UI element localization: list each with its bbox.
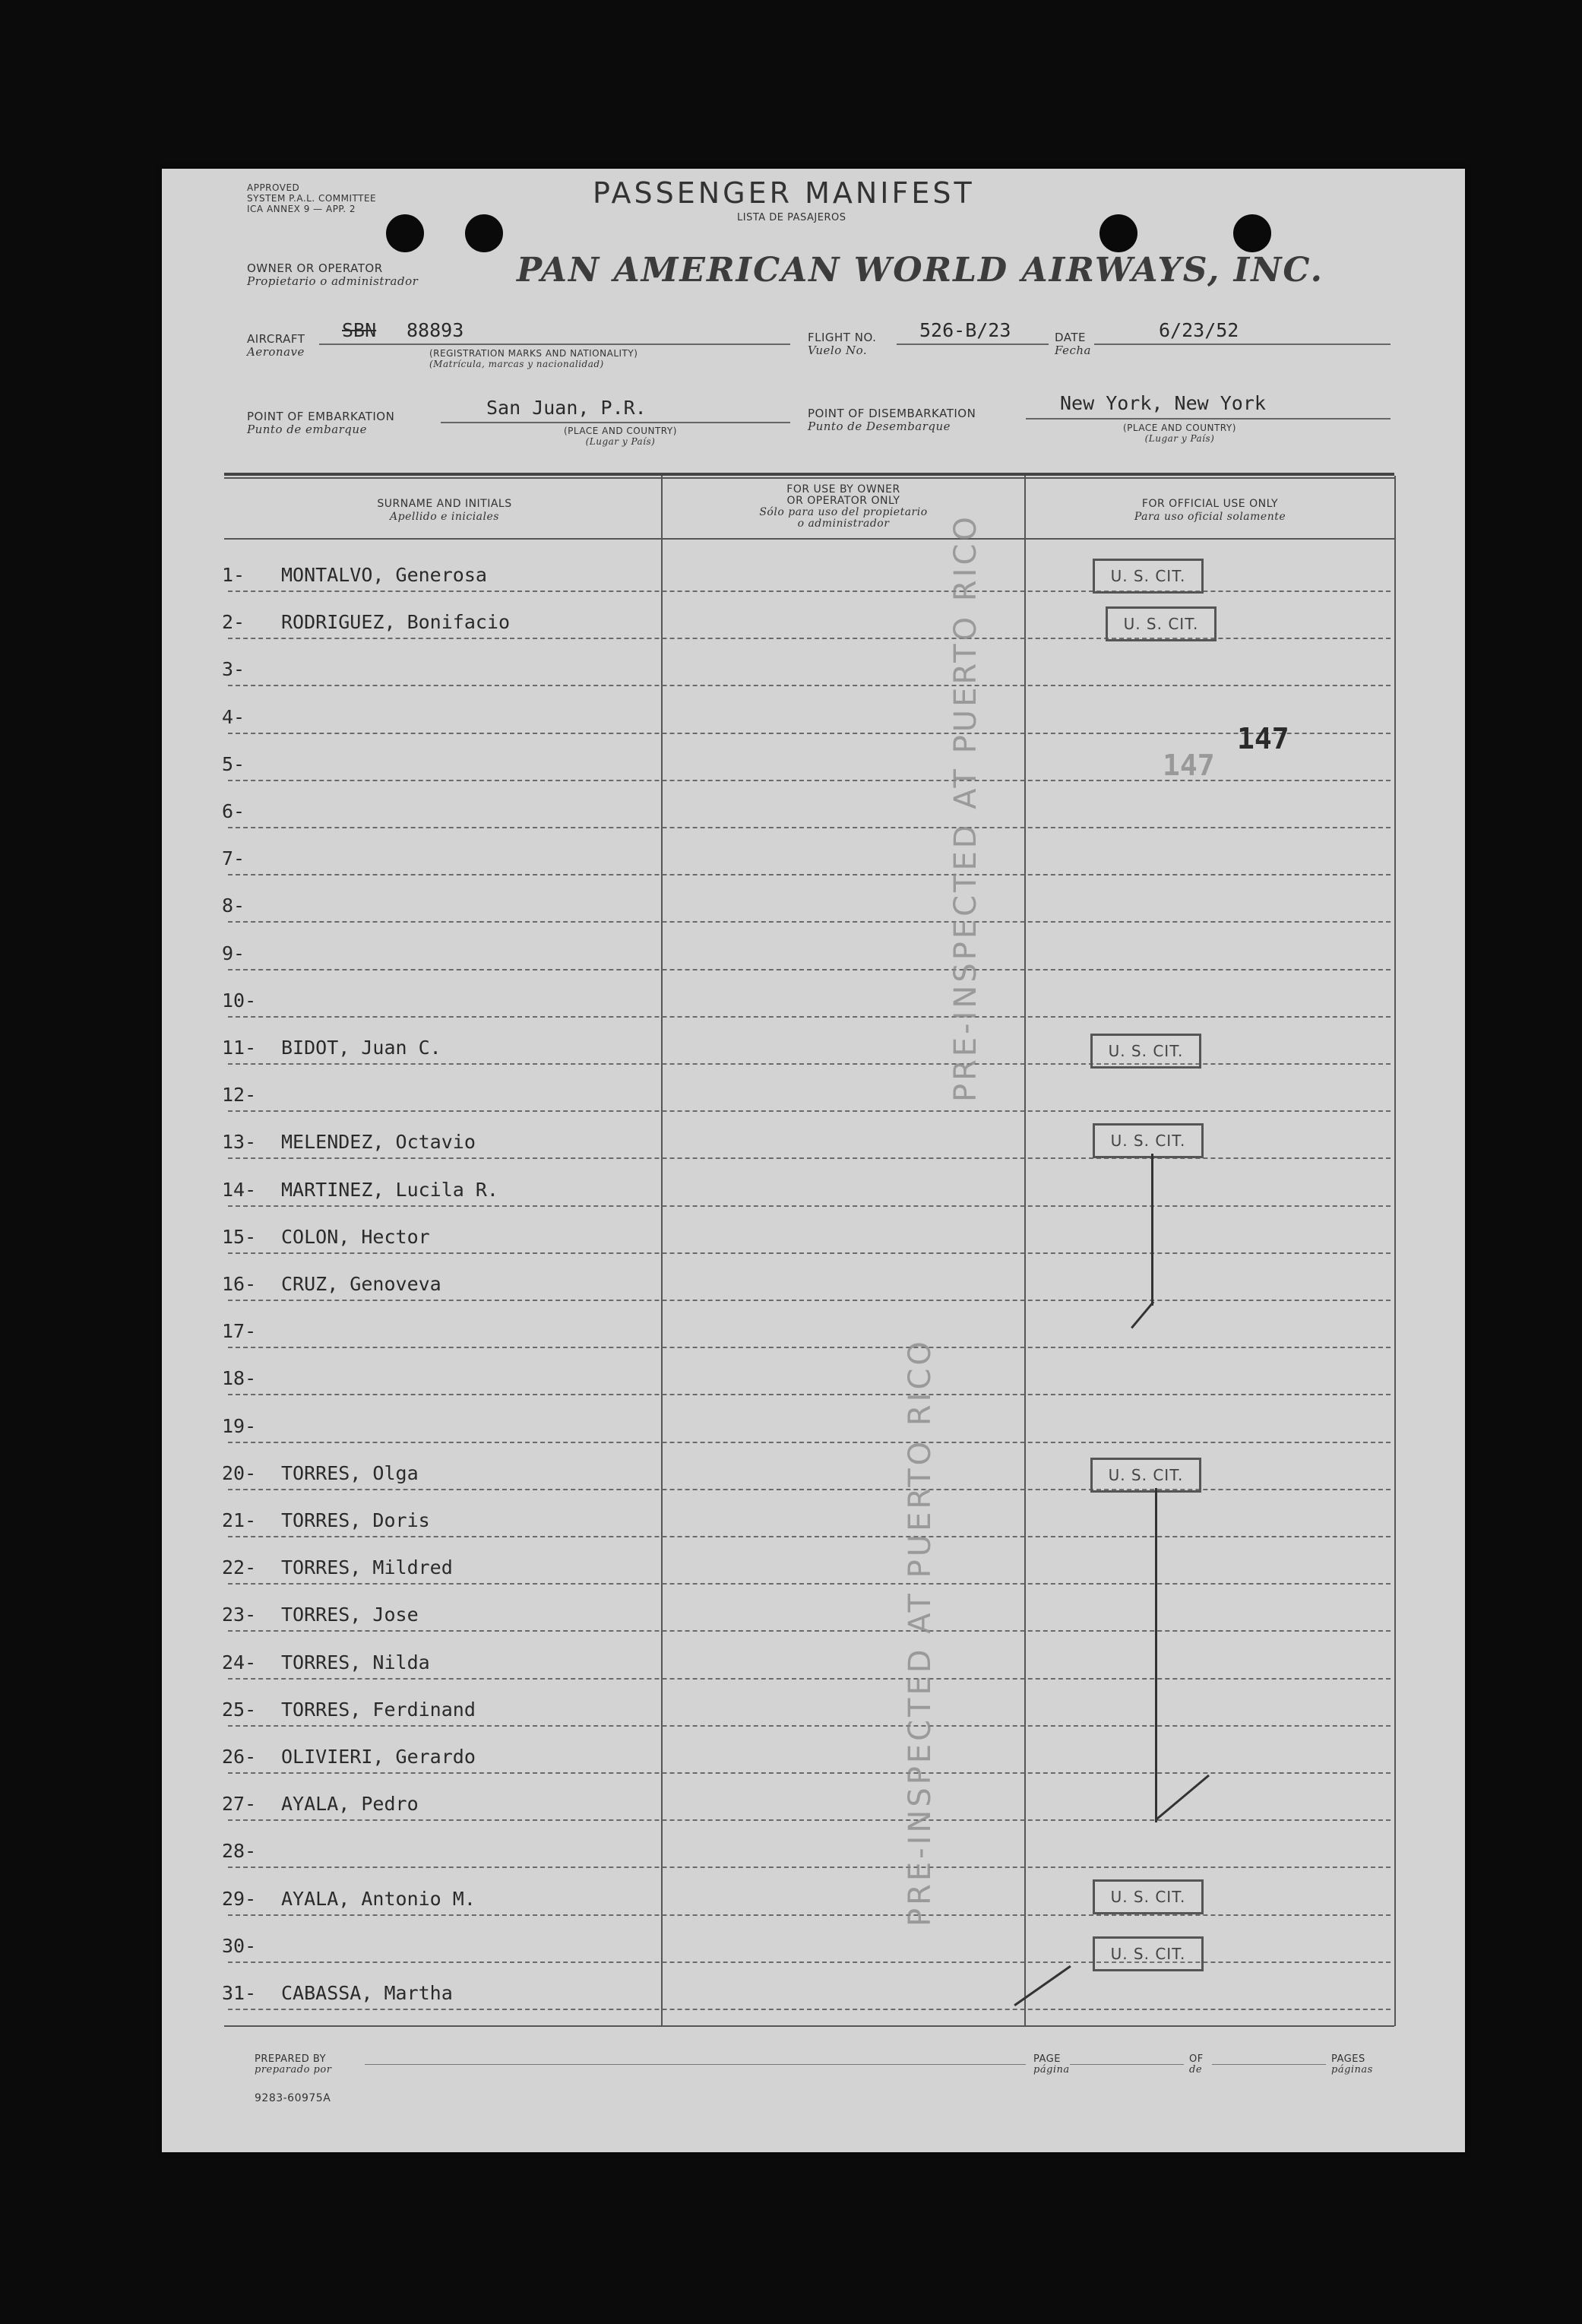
disembark-label: POINT OF DISEMBARKATION Punto de Desembarque <box>808 407 976 433</box>
row-number: 3- <box>222 658 245 681</box>
aircraft-prefix: SBN <box>342 319 377 341</box>
row-number: 18- <box>222 1367 257 1390</box>
passenger-name: MARTINEZ, Lucila R. <box>281 1178 498 1201</box>
passenger-name: TORRES, Doris <box>281 1509 430 1531</box>
us-cit-stamp: U. S. CIT. <box>1093 1123 1204 1158</box>
passenger-name: TORRES, Nilda <box>281 1651 430 1673</box>
row-number: 22- <box>222 1556 257 1579</box>
page-label: PAGE página <box>1033 2053 1070 2075</box>
prepared-by-label: PREPARED BY preparado por <box>255 2053 332 2075</box>
row-divider <box>228 1252 1391 1254</box>
column-header-official: FOR OFFICIAL USE ONLY Para uso oficial solamente <box>1134 498 1286 523</box>
disembark-value: New York, New York <box>1060 392 1266 414</box>
approval-block: APPROVED SYSTEM P.A.L. COMMITTEE ICA ANNEX 9 — APP. 2 <box>247 182 377 214</box>
disembark-sublabel: (PLACE AND COUNTRY) (Lugar y País) <box>1123 423 1236 444</box>
punch-hole <box>386 214 424 252</box>
passenger-name: TORRES, Ferdinand <box>281 1698 476 1721</box>
row-number: 17- <box>222 1320 257 1343</box>
page-title: PASSENGER MANIFEST <box>593 176 975 210</box>
row-divider <box>228 1300 1391 1301</box>
row-number: 21- <box>222 1509 257 1531</box>
row-number: 12- <box>222 1084 257 1107</box>
aircraft-value: 88893 <box>407 319 464 341</box>
us-cit-stamp: U. S. CIT. <box>1093 559 1204 594</box>
column-header-name: SURNAME AND INITIALS Apellido e iniciales <box>377 498 512 523</box>
row-divider <box>228 733 1391 734</box>
page-number-faint: 147 <box>1163 749 1215 782</box>
row-divider <box>228 1394 1391 1395</box>
row-divider <box>228 1819 1391 1821</box>
row-divider <box>228 1205 1391 1207</box>
punch-hole <box>1233 214 1271 252</box>
row-divider <box>228 1725 1391 1727</box>
row-number: 24- <box>222 1651 257 1673</box>
passenger-name: OLIVIERI, Gerardo <box>281 1746 476 1768</box>
owner-label: OWNER OR OPERATOR Propietario o administrador <box>247 261 419 288</box>
of-label: OF de <box>1189 2053 1204 2075</box>
row-divider <box>228 1110 1391 1112</box>
passenger-name: BIDOT, Juan C. <box>281 1037 441 1059</box>
passenger-name: RODRIGUEZ, Bonifacio <box>281 611 511 634</box>
ditto-line <box>1151 1154 1153 1306</box>
embark-sublabel: (PLACE AND COUNTRY) (Lugar y País) <box>564 426 677 447</box>
row-divider <box>228 1583 1391 1585</box>
us-cit-stamp: U. S. CIT. <box>1093 1936 1204 1971</box>
row-divider <box>228 1536 1391 1537</box>
row-number: 28- <box>222 1840 257 1863</box>
row-divider <box>228 1016 1391 1018</box>
passenger-name: CABASSA, Martha <box>281 1982 453 2004</box>
row-divider <box>228 590 1391 592</box>
page-number: 147 <box>1237 722 1289 755</box>
flight-label: FLIGHT NO. Vuelo No. <box>808 331 877 357</box>
row-divider <box>228 1489 1391 1490</box>
row-divider <box>228 874 1391 875</box>
row-divider <box>228 1914 1391 1916</box>
row-divider <box>228 1347 1391 1348</box>
row-number: 2- <box>222 611 245 634</box>
us-cit-stamp: U. S. CIT. <box>1090 1034 1201 1069</box>
aircraft-label: AIRCRAFT Aeronave <box>247 332 305 359</box>
row-number: 9- <box>222 942 245 964</box>
row-number: 15- <box>222 1225 257 1248</box>
aircraft-sublabel: (REGISTRATION MARKS AND NATIONALITY) (Matrícula, marcas y nacionalidad) <box>429 348 638 369</box>
row-divider <box>228 2009 1391 2010</box>
row-number: 26- <box>222 1746 257 1768</box>
us-cit-stamp: U. S. CIT. <box>1093 1879 1204 1914</box>
column-header-owner: FOR USE BY OWNER OR OPERATOR ONLY Sólo para uso del propietario o administrador <box>759 483 928 530</box>
row-divider <box>228 1866 1391 1868</box>
row-number: 25- <box>222 1698 257 1721</box>
us-cit-stamp: U. S. CIT. <box>1106 606 1217 641</box>
row-number: 23- <box>222 1604 257 1626</box>
passenger-name: TORRES, Jose <box>281 1604 419 1626</box>
row-divider <box>228 827 1391 828</box>
row-divider <box>228 1630 1391 1632</box>
form-number: 9283-60975A <box>255 2092 331 2104</box>
row-number: 11- <box>222 1037 257 1059</box>
row-number: 29- <box>222 1887 257 1910</box>
pre-inspected-watermark: PRE-INSPECTED AT PUERTO RICO <box>948 514 983 1102</box>
row-number: 19- <box>222 1414 257 1437</box>
passenger-name: TORRES, Mildred <box>281 1556 453 1579</box>
passenger-name: CRUZ, Genoveva <box>281 1273 441 1295</box>
row-number: 13- <box>222 1131 257 1154</box>
passenger-name: MELENDEZ, Octavio <box>281 1131 476 1154</box>
row-number: 16- <box>222 1273 257 1295</box>
embark-value: San Juan, P.R. <box>486 397 647 419</box>
row-divider <box>228 1063 1391 1065</box>
passenger-name: AYALA, Antonio M. <box>281 1887 476 1910</box>
row-divider <box>228 1961 1391 1963</box>
passenger-name: AYALA, Pedro <box>281 1793 419 1816</box>
us-cit-stamp: U. S. CIT. <box>1090 1458 1201 1493</box>
page-subtitle: LISTA DE PASAJEROS <box>737 212 846 223</box>
row-number: 5- <box>222 752 245 775</box>
embark-label: POINT OF EMBARKATION Punto de embarque <box>247 410 395 436</box>
row-number: 27- <box>222 1793 257 1816</box>
punch-hole <box>465 214 503 252</box>
passenger-name: COLON, Hector <box>281 1225 430 1248</box>
row-divider <box>228 1157 1391 1159</box>
row-divider <box>228 1772 1391 1774</box>
row-number: 30- <box>222 1934 257 1957</box>
row-divider <box>228 969 1391 970</box>
row-divider <box>228 1442 1391 1443</box>
row-divider <box>228 921 1391 923</box>
manifest-sheet <box>162 169 1465 2152</box>
punch-hole <box>1099 214 1137 252</box>
row-number: 8- <box>222 894 245 917</box>
row-divider <box>228 780 1391 781</box>
row-divider <box>228 685 1391 686</box>
row-number: 20- <box>222 1461 257 1484</box>
row-number: 14- <box>222 1178 257 1201</box>
row-number: 10- <box>222 989 257 1012</box>
ditto-line <box>1155 1488 1157 1822</box>
row-number: 4- <box>222 705 245 728</box>
row-number: 6- <box>222 800 245 822</box>
flight-value: 526-B/23 <box>919 319 1011 341</box>
row-divider <box>228 1678 1391 1680</box>
row-number: 1- <box>222 564 245 586</box>
pre-inspected-watermark: PRE-INSPECTED AT PUERTO RICO <box>903 1338 938 1927</box>
company-name: PAN AMERICAN WORLD AIRWAYS, INC. <box>517 251 1324 290</box>
row-number: 31- <box>222 1982 257 2004</box>
date-label: DATE Fecha <box>1055 331 1091 357</box>
pages-label: PAGES páginas <box>1331 2053 1373 2075</box>
row-number: 7- <box>222 847 245 870</box>
passenger-name: TORRES, Olga <box>281 1461 419 1484</box>
passenger-name: MONTALVO, Generosa <box>281 564 487 586</box>
date-value: 6/23/52 <box>1159 319 1239 341</box>
